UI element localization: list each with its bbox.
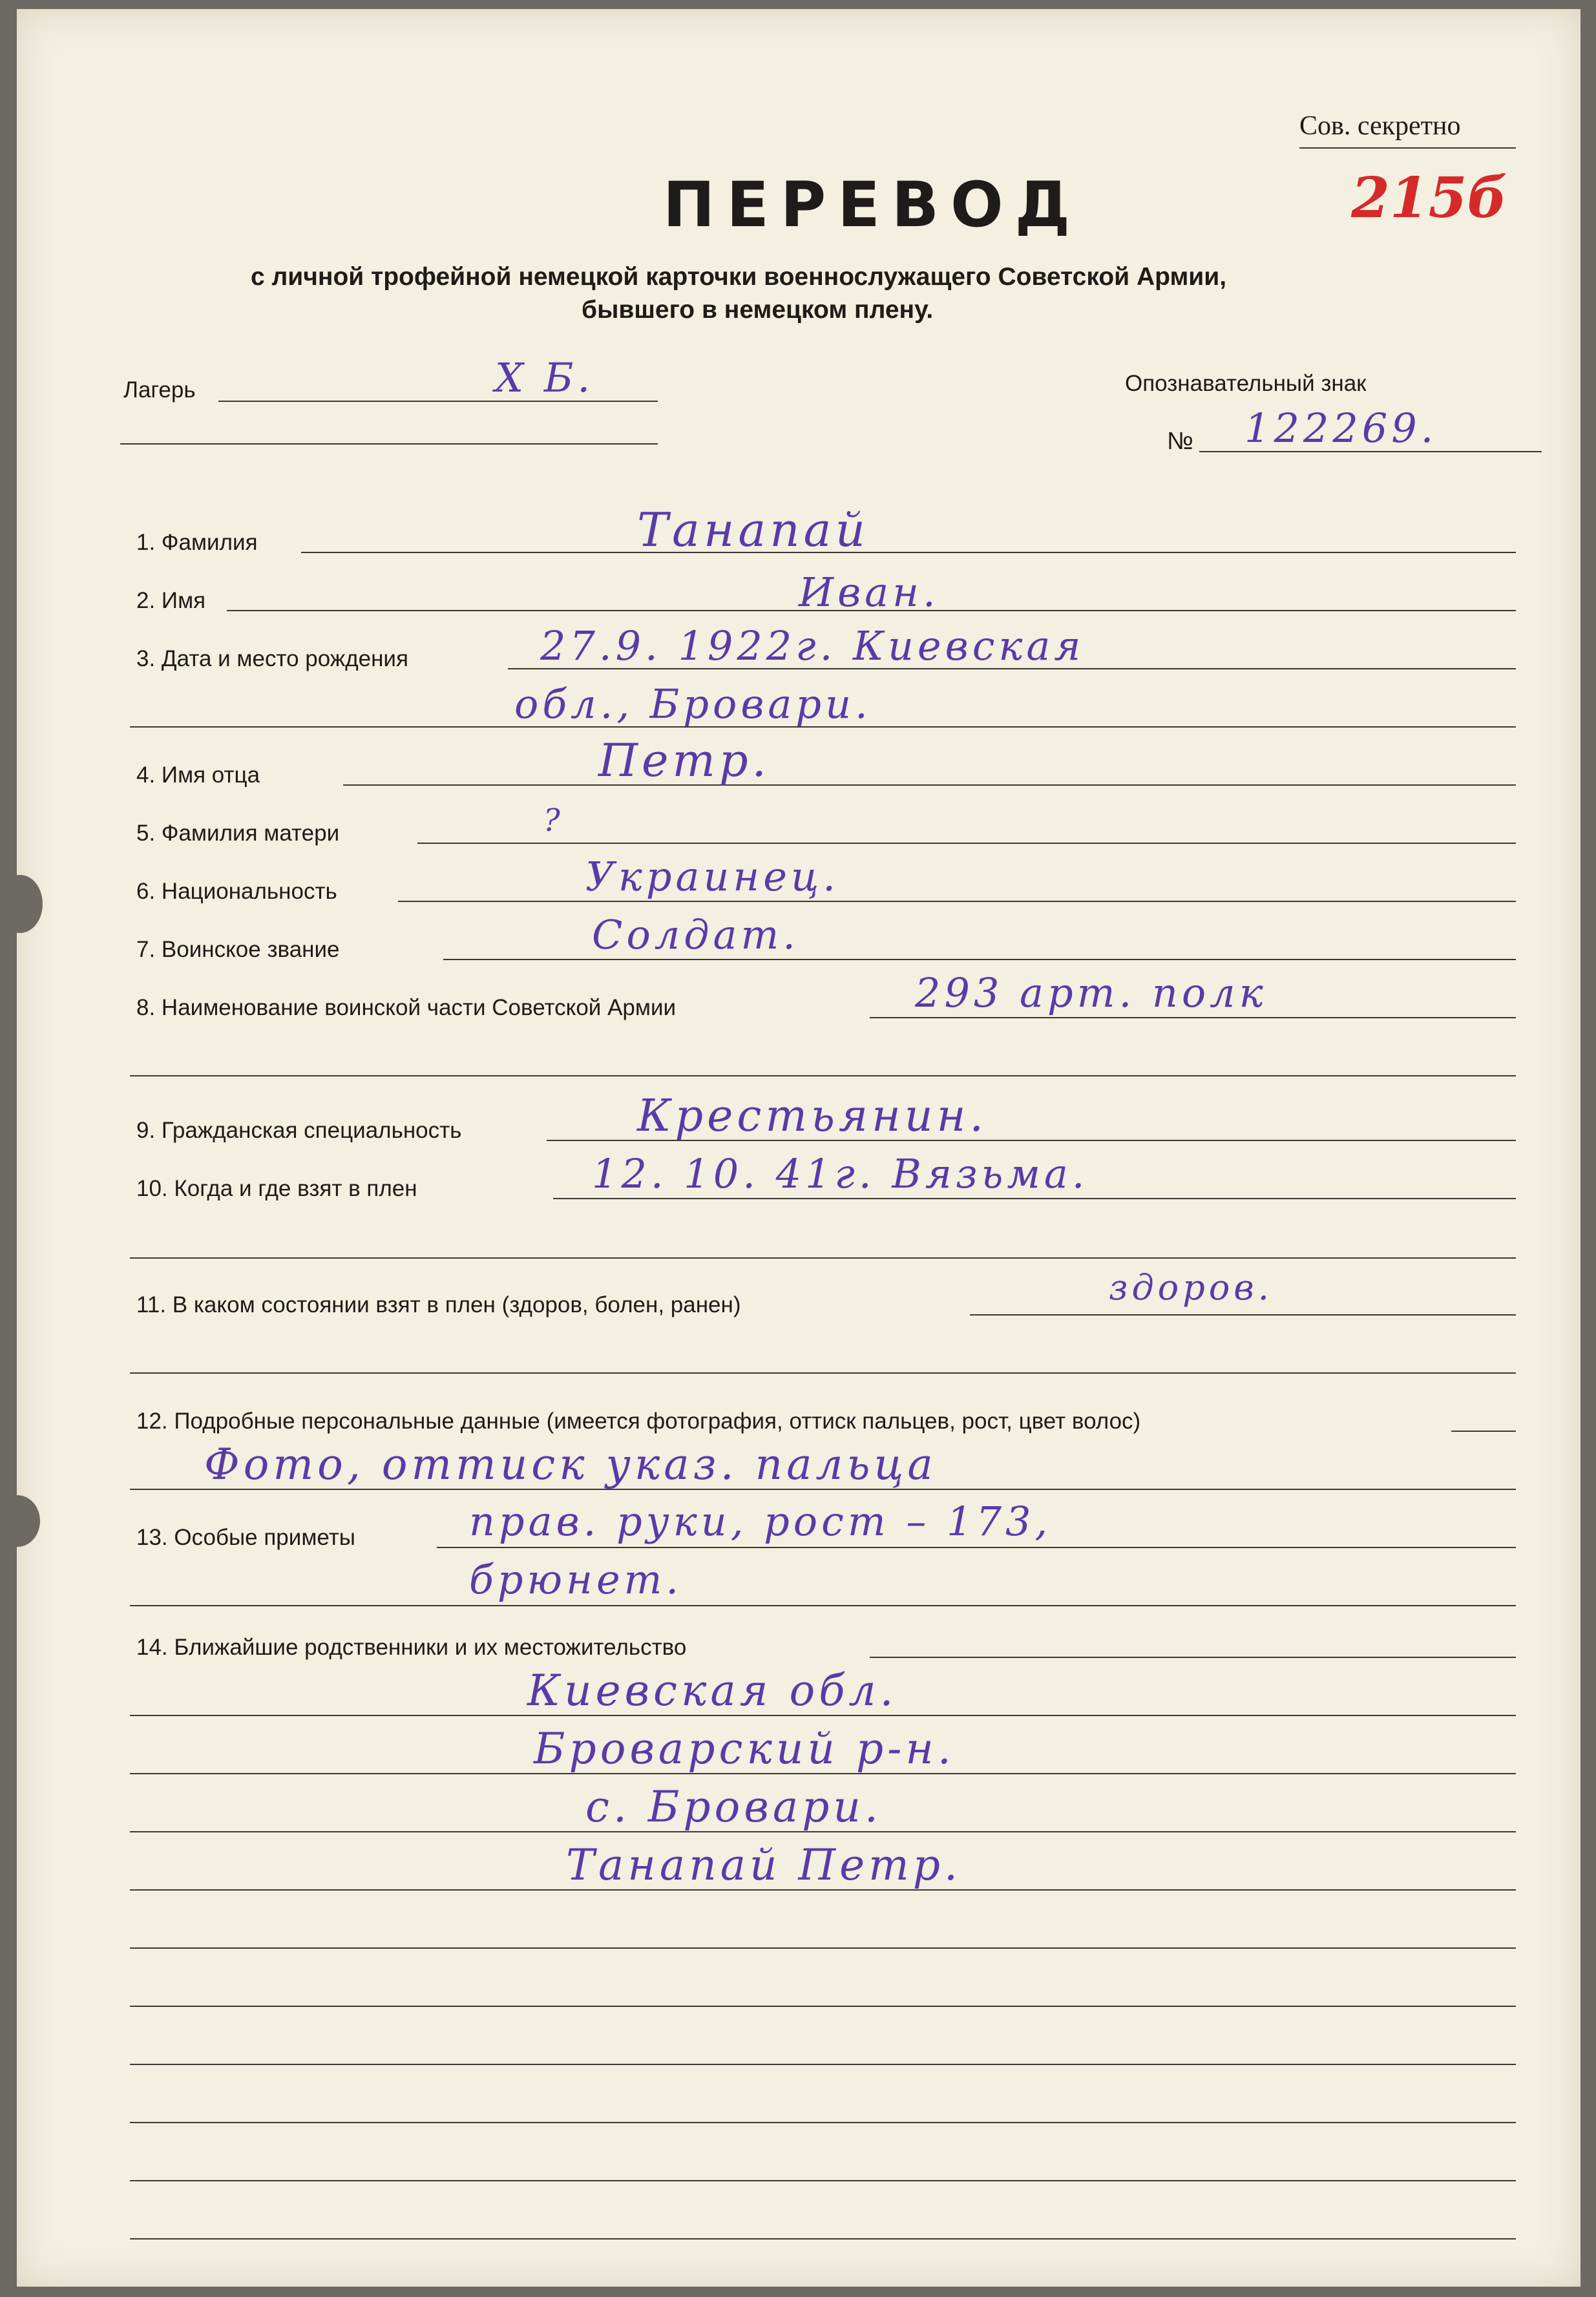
field-11-line [970,1314,1516,1316]
field-5-line [417,843,1516,844]
field-3-label: 3. Дата и место рождения [136,646,408,671]
field-8-line [870,1017,1516,1018]
field-10-label: 10. Когда и где взят в плен [136,1176,417,1201]
blank-line [130,2238,1516,2239]
classification-underline [1299,147,1516,149]
torn-notch [0,1495,40,1547]
field-8-line-2 [130,1075,1516,1076]
field-11-label: 11. В каком состоянии взят в плен (здоров, болен, ранен) [136,1292,741,1317]
field-8-label: 8. Наименование воинской части Советской Армии [136,995,677,1020]
field-1-label: 1. Фамилия [136,530,258,555]
field-2-label: 2. Имя [136,588,206,613]
field-7-line [443,959,1516,960]
camp-line-2 [120,443,658,445]
field-5-value: ? [543,802,564,839]
field-4-label: 4. Имя отца [136,762,260,788]
field-6-value: Украинец. [585,853,839,900]
field-13-label: 13. Особые приметы [136,1525,355,1550]
page-title: ПЕРЕВОД [663,169,1082,241]
field-13-value-2: брюнет. [469,1556,683,1603]
blank-line [130,2122,1516,2123]
blank-line [130,2180,1516,2181]
field-7-value: Солдат. [592,911,799,958]
field-10-line-2 [130,1257,1516,1259]
field-2-value: Иван. [799,569,940,616]
field-1-line [301,552,1516,553]
field-9-value: Крестьянин. [637,1091,987,1142]
classification-stamp: Сов. секретно [1299,111,1461,141]
field-11-line-2 [130,1372,1516,1374]
field-5-label: 5. Фамилия матери [136,821,340,846]
relatives-line-3: с. Бровари. [585,1782,882,1832]
field-10-value: 12. 10. 41г. Вязьма. [592,1150,1089,1197]
field-14-label: 14. Ближайшие родственники и их местожительство [136,1635,687,1660]
tag-value: 122269. [1244,404,1438,452]
document-sheet [17,9,1580,2287]
field-13-value: прав. руки, рост – 173, [469,1498,1052,1545]
field-7-label: 7. Воинское звание [136,937,340,962]
field-6-label: 6. Национальность [136,879,337,904]
field-14-line [870,1657,1516,1658]
field-12-value: Фото, оттиск указ. пальца [204,1440,937,1489]
relatives-line-4: Танапай Петр. [566,1840,961,1890]
field-6-line [398,901,1516,902]
camp-label: Лагерь [123,377,196,403]
field-9-label: 9. Гражданская специальность [136,1118,462,1143]
field-12-label: 12. Подробные персональные данные (имеется фотография, оттиск пальцев, рост, цвет волос) [136,1409,1141,1434]
relatives-line-2: Броварский р-н. [534,1724,955,1774]
camp-value: X Б. [495,354,594,401]
subtitle-line-1: с личной трофейной немецкой карточки военнослужащего Советской Армии, [251,263,1227,291]
blank-line [130,2064,1516,2065]
subtitle-line-2: бывшего в немецком плену. [582,296,934,324]
field-11-value: здоров. [1109,1267,1273,1308]
tag-prefix: № [1167,428,1193,455]
tag-label: Опознавательный знак [1125,371,1367,396]
blank-line [130,2006,1516,2007]
field-10-line [553,1198,1516,1199]
torn-notch [0,875,43,933]
archive-number: 215б [1351,165,1507,231]
field-3-value-2: обл., Бровари. [514,680,872,728]
field-13-line [437,1547,1516,1548]
relatives-line-1: Киевская обл. [527,1666,898,1715]
field-4-line [343,784,1516,786]
field-1-value: Танапай [637,503,869,557]
field-13-line-2 [130,1605,1516,1606]
field-4-value: Петр. [598,734,770,787]
field-3-value: 27.9. 1922г. Киевская [540,622,1085,669]
blank-line [130,1947,1516,1949]
field-8-value: 293 арт. полк [915,969,1267,1016]
field-12-line [1451,1431,1516,1432]
